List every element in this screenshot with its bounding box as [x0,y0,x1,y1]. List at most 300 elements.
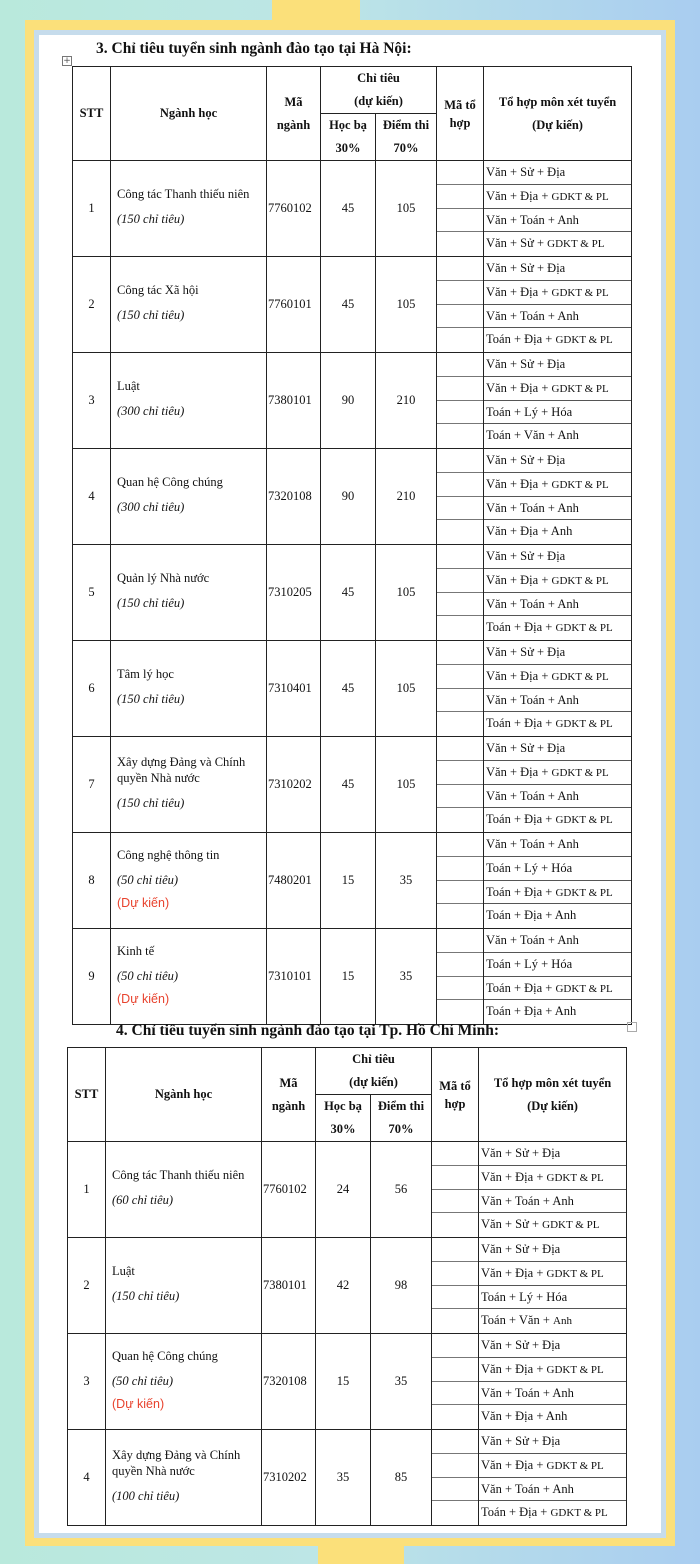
combo-code-label-line2: hợp [444,1096,466,1111]
row-hocba: 24 [316,1142,371,1238]
combo-item [479,1262,626,1286]
row-combos [484,449,632,545]
combos-label-line2: (Dự kiến) [532,117,583,132]
major-label: Ngành học [154,1087,213,1101]
row-code: 7320108 [262,1334,316,1430]
combo-item [484,232,631,256]
row-combos [479,1430,627,1526]
row-combo-codes [432,1142,479,1238]
major-label: Ngành học [159,106,218,120]
combo-code-cell [437,833,483,857]
section-title-hcm: 4. Chỉ tiêu tuyển sinh ngành đào tạo tại Tp. Hồ Chí Minh: [116,1022,500,1039]
row-code: 7380101 [267,353,321,449]
row-combo-codes [437,353,484,449]
row-combos [479,1142,627,1238]
combo-subjects: Văn + Toán + Anh [486,788,579,803]
combo-code-cell [437,401,483,425]
resize-box-icon[interactable] [627,1022,637,1032]
major-quota: (150 chỉ tiêu) [117,692,185,706]
combo-item [484,545,631,569]
combo-subjects: Văn + Sử + Địa [481,1434,561,1448]
major-quota: (60 chỉ tiêu) [112,1193,174,1207]
combo-subjects: Toán + Địa + [486,884,556,899]
row-hocba: 35 [316,1430,371,1526]
major-name: Xây dựng Đảng và Chính quyền Nhà nước [117,755,246,785]
row-hocba: 42 [316,1238,371,1334]
combos-label-line1: Tổ hợp môn xét tuyển [498,94,617,109]
combo-extra: GDKT & PL [555,886,613,899]
row-major [106,1142,262,1238]
combo-code-cell [437,232,483,256]
combo-subjects: Toán + Lý + Hóa [486,404,573,419]
combo-item [479,1190,626,1214]
combo-code-cell [437,185,483,209]
combo-item [484,473,631,497]
col-stt-header [68,1048,106,1142]
col-quota-header [321,67,437,114]
combo-item [479,1405,626,1429]
combo-subjects: Toán + Địa + [486,620,556,635]
combo-code-cell [437,497,483,521]
combo-code-cell [432,1454,478,1478]
combo-item [479,1166,626,1190]
row-major [111,929,267,1025]
combo-item [479,1142,626,1166]
combo-subjects: Văn + Sử + Địa [486,453,566,467]
code-label-line2: ngành [271,1098,306,1113]
major-name: Công nghệ thông tin [117,847,220,862]
combo-code-cell [432,1286,478,1310]
row-code: 7310205 [267,545,321,641]
combo-item [484,401,631,425]
combo-extra: GDKT & PL [551,766,609,779]
row-major [111,161,267,257]
major-name: Công tác Thanh thiếu niên [117,187,250,201]
combo-subjects: Văn + Địa + [486,188,552,203]
combo-code-cell [432,1213,478,1237]
combo-extra: GDKT & PL [555,718,613,731]
major-quota: (300 chỉ tiêu) [117,404,185,418]
combo-code-cell [432,1405,478,1429]
row-hocba: 45 [321,737,376,833]
combo-subjects: Toán + Địa + [486,980,556,995]
combo-subjects: Văn + Sử + Địa [486,165,566,179]
combo-subjects: Văn + Toán + Anh [481,1193,574,1208]
combo-code-cell [437,785,483,809]
row-hocba: 45 [321,161,376,257]
combo-subjects: Toán + Địa + [486,716,556,731]
combo-code-cell [432,1166,478,1190]
combo-item [484,641,631,665]
combo-item [484,353,631,377]
row-combo-codes [437,449,484,545]
combo-item [484,881,631,905]
col-quota-header [316,1048,432,1095]
combo-code-cell [437,424,483,448]
combo-code-cell [437,857,483,881]
combo-code-cell [432,1262,478,1286]
quota-label-line2: (dự kiến) [349,1075,398,1089]
row-diemthi: 105 [376,161,437,257]
row-combo-codes [437,737,484,833]
table-row [73,641,632,737]
combo-extra: GDKT & PL [550,1507,608,1520]
combo-subjects: Văn + Toán + Anh [486,212,579,227]
combo-subjects: Văn + Toán + Anh [486,933,579,947]
col-code-header [262,1048,316,1142]
combo-item [479,1309,626,1333]
combo-subjects: Văn + Sử + [486,236,548,251]
row-combo-codes [437,545,484,641]
combo-extra: GDKT & PL [546,1171,604,1184]
row-stt: 3 [73,353,111,449]
major-quota: (100 chỉ tiêu) [112,1489,180,1503]
combo-extra: GDKT & PL [555,622,613,635]
combo-code-cell [437,257,483,281]
combo-item [479,1430,626,1454]
combo-code-cell [437,328,483,352]
combo-code-cell [437,689,483,713]
row-diemthi: 35 [371,1334,432,1430]
combo-item [484,257,631,281]
row-diemthi: 210 [376,449,437,545]
row-stt: 9 [73,929,111,1025]
row-major [106,1334,262,1430]
row-hocba: 15 [321,929,376,1025]
major-quota: (300 chỉ tiêu) [117,500,185,514]
combo-subjects: Văn + Toán + Anh [486,837,579,851]
row-major [111,353,267,449]
combo-subjects: Toán + Địa + [486,812,556,827]
combos-label-line1: Tổ hợp môn xét tuyển [493,1075,612,1090]
combo-code-cell [437,808,483,832]
table-row [73,737,632,833]
row-major [111,833,267,929]
hanoi-quota-table [72,66,632,1025]
major-name: Tâm lý học [117,667,174,681]
col-stt-header [73,67,111,161]
row-stt: 5 [73,545,111,641]
table-row [73,929,632,1025]
combo-code-cell [437,473,483,497]
row-stt: 4 [68,1430,106,1526]
major-quota: (50 chỉ tiêu) [112,1373,174,1388]
row-stt: 2 [73,257,111,353]
row-hocba: 90 [321,353,376,449]
combo-code-cell [432,1190,478,1214]
code-label-line1: Mã [279,1075,298,1090]
table-row [68,1430,627,1526]
combo-item [479,1478,626,1502]
row-combos [484,833,632,929]
combo-code-cell [432,1238,478,1262]
combo-extra: GDKT & PL [546,1363,604,1376]
quota-label-line1: Chỉ tiêu [352,1052,395,1066]
combo-item [479,1501,626,1525]
combo-item [484,808,631,832]
combo-item [484,833,631,857]
combo-subjects: Văn + Toán + Anh [486,500,579,515]
combo-extra: GDKT & PL [555,334,613,347]
row-combos [484,737,632,833]
code-label-line2: ngành [276,117,311,132]
row-diemthi: 35 [376,929,437,1025]
combo-item [479,1358,626,1382]
row-combo-codes [432,1430,479,1526]
combo-subjects: Văn + Sử + Địa [486,741,566,755]
table-row [73,257,632,353]
combo-subjects: Văn + Địa + [481,1169,547,1184]
hcm-quota-table [67,1047,627,1526]
combo-subjects: Văn + Địa + [486,668,552,683]
combo-subjects: Văn + Toán + Anh [486,596,579,611]
combo-item [484,1000,631,1024]
combo-code-cell [432,1501,478,1525]
table-row [73,161,632,257]
col-diemthi-header [376,114,437,161]
row-stt: 7 [73,737,111,833]
row-combo-codes [437,833,484,929]
combo-item [484,929,631,953]
combo-subjects: Toán + Địa + [481,1505,551,1520]
row-combo-codes [432,1238,479,1334]
row-diemthi: 210 [376,353,437,449]
combo-code-cell [432,1334,478,1358]
row-major [111,545,267,641]
row-hocba: 45 [321,545,376,641]
hocba-label-line1: Học bạ [329,118,367,132]
combo-code-cell [437,449,483,473]
combo-subjects: Toán + Địa + Anh [486,1004,577,1019]
row-hocba: 45 [321,641,376,737]
combo-extra: GDKT & PL [551,574,609,587]
combo-subjects: Toán + Lý + Hóa [486,956,573,971]
combo-subjects: Văn + Sử + Địa [481,1338,561,1352]
combo-item [484,616,631,640]
combo-subjects: Văn + Địa + [481,1361,547,1376]
combo-code-cell [437,569,483,593]
row-code: 7310202 [267,737,321,833]
header-row [73,67,632,114]
combo-code-cell [437,209,483,233]
combo-subjects: Văn + Toán + Anh [486,308,579,323]
combo-subjects: Văn + Địa + [481,1265,547,1280]
row-stt: 1 [68,1142,106,1238]
major-quota: (50 chỉ tiêu) [117,968,179,983]
diemthi-label-line1: Điểm thi [377,1099,425,1113]
expected-note: (Dự kiến) [112,1396,165,1411]
combo-extra: GDKT & PL [546,1459,604,1472]
row-stt: 2 [68,1238,106,1334]
combo-code-cell [437,353,483,377]
move-handle-icon[interactable]: + [63,56,71,66]
code-label-line1: Mã [284,94,303,109]
combo-code-cell [432,1382,478,1406]
hocba-label-line1: Học bạ [324,1099,362,1113]
document-sheet [40,36,660,1532]
row-combos [484,161,632,257]
combo-extra: GDKT & PL [546,1267,604,1280]
col-major-header [106,1048,262,1142]
combo-subjects: Toán + Văn + Anh [486,428,579,443]
stt-label: STT [79,106,104,120]
combo-subjects: Văn + Địa + [481,1457,547,1472]
combo-code-cell [437,545,483,569]
row-combos [484,353,632,449]
row-code: 7310202 [262,1430,316,1526]
combo-subjects: Toán + Văn + [481,1313,554,1328]
combo-code-label-line2: hợp [449,115,471,130]
combo-item [484,593,631,617]
row-combos [484,929,632,1025]
combo-code-cell [437,305,483,329]
col-hocba-header [316,1095,371,1142]
combo-subjects: Văn + Sử + Địa [486,357,566,371]
table-row [68,1142,627,1238]
combo-item [484,712,631,736]
combo-item [484,281,631,305]
row-hocba: 45 [321,257,376,353]
expected-note: (Dự kiến) [117,895,170,910]
combo-code-cell [437,1000,483,1024]
combos-label-line2: (Dự kiến) [527,1098,578,1113]
row-stt: 6 [73,641,111,737]
combo-item [484,904,631,928]
row-combo-codes [432,1334,479,1430]
combo-item [484,377,631,401]
combo-item [484,209,631,233]
row-combos [484,641,632,737]
combo-extra: GDKT & PL [542,1219,600,1232]
combo-item [484,665,631,689]
row-stt: 4 [73,449,111,545]
combo-subjects: Toán + Lý + Hóa [486,860,573,875]
major-name: Xây dựng Đảng và Chính quyền Nhà nước [112,1448,241,1478]
combo-code-cell [437,593,483,617]
major-name: Công tác Thanh thiếu niên [112,1168,245,1182]
combo-item [484,737,631,761]
combo-extra: Anh [553,1315,572,1328]
combo-code-cell [437,712,483,736]
combo-code-cell [437,977,483,1001]
major-name: Luật [117,379,140,393]
combo-extra: GDKT & PL [551,382,609,395]
combo-item [484,520,631,544]
combo-code-cell [432,1309,478,1333]
combo-code-cell [437,929,483,953]
combo-item [479,1454,626,1478]
major-name: Quan hệ Công chúng [112,1348,218,1363]
combo-code-cell [437,641,483,665]
major-name: Quản lý Nhà nước [117,571,210,585]
major-quota: (150 chỉ tiêu) [117,596,185,610]
combo-item [479,1382,626,1406]
combo-item [484,953,631,977]
diemthi-label-line1: Điểm thi [382,118,430,132]
combo-code-cell [437,281,483,305]
col-hocba-header [321,114,376,161]
combo-item [484,977,631,1001]
row-hocba: 90 [321,449,376,545]
major-quota: (150 chỉ tiêu) [117,796,185,810]
combo-subjects: Toán + Lý + Hóa [481,1289,568,1304]
row-diemthi: 105 [376,641,437,737]
header-row [68,1048,627,1095]
row-diemthi: 105 [376,257,437,353]
combo-item [484,689,631,713]
major-name: Quan hệ Công chúng [117,475,223,489]
row-code: 7480201 [267,833,321,929]
row-code: 7310101 [267,929,321,1025]
combo-subjects: Văn + Địa + [486,476,552,491]
row-code: 7760101 [267,257,321,353]
combo-item [484,569,631,593]
combo-extra: GDKT & PL [555,814,613,827]
row-code: 7320108 [267,449,321,545]
row-combo-codes [437,161,484,257]
col-combos-header [479,1048,627,1142]
major-name: Kinh tế [117,943,155,958]
table-row [73,833,632,929]
bottom-decor-tab [318,1543,404,1564]
combo-code-cell [437,520,483,544]
row-diemthi: 56 [371,1142,432,1238]
combo-code-cell [437,616,483,640]
table-row [73,353,632,449]
row-major [111,449,267,545]
combo-extra: GDKT & PL [547,238,605,251]
combo-extra: GDKT & PL [551,286,609,299]
col-combos-header [484,67,632,161]
row-major [106,1430,262,1526]
combo-code-label-line1: Mã tổ [439,1078,471,1093]
table-row [73,449,632,545]
col-major-header [111,67,267,161]
combo-item [484,185,631,209]
combo-subjects: Văn + Địa + [486,284,552,299]
diemthi-label-line2: 70% [393,141,419,155]
row-hocba: 15 [316,1334,371,1430]
combo-extra: GDKT & PL [551,670,609,683]
combo-subjects: Văn + Địa + [486,380,552,395]
combo-item [484,761,631,785]
diemthi-label-line2: 70% [388,1122,414,1136]
combo-code-cell [437,881,483,905]
combo-code-cell [437,737,483,761]
combo-code-cell [432,1430,478,1454]
row-stt: 3 [68,1334,106,1430]
combo-code-cell [437,953,483,977]
combo-subjects: Văn + Toán + Anh [481,1385,574,1400]
row-diemthi: 105 [376,545,437,641]
row-code: 7760102 [262,1142,316,1238]
combo-extra: GDKT & PL [551,190,609,203]
row-major [111,257,267,353]
major-quota: (150 chỉ tiêu) [117,308,185,322]
combo-extra: GDKT & PL [551,478,609,491]
expected-note: (Dự kiến) [117,991,170,1006]
combo-code-cell [432,1142,478,1166]
combo-subjects: Văn + Sử + Địa [486,645,566,659]
combo-code-cell [437,761,483,785]
combo-code-cell [437,161,483,185]
row-combo-codes [437,929,484,1025]
combo-item [484,328,631,352]
combo-subjects: Văn + Địa + Anh [486,524,573,539]
combo-item [484,857,631,881]
combo-subjects: Văn + Sử + Địa [481,1146,561,1160]
row-stt: 8 [73,833,111,929]
